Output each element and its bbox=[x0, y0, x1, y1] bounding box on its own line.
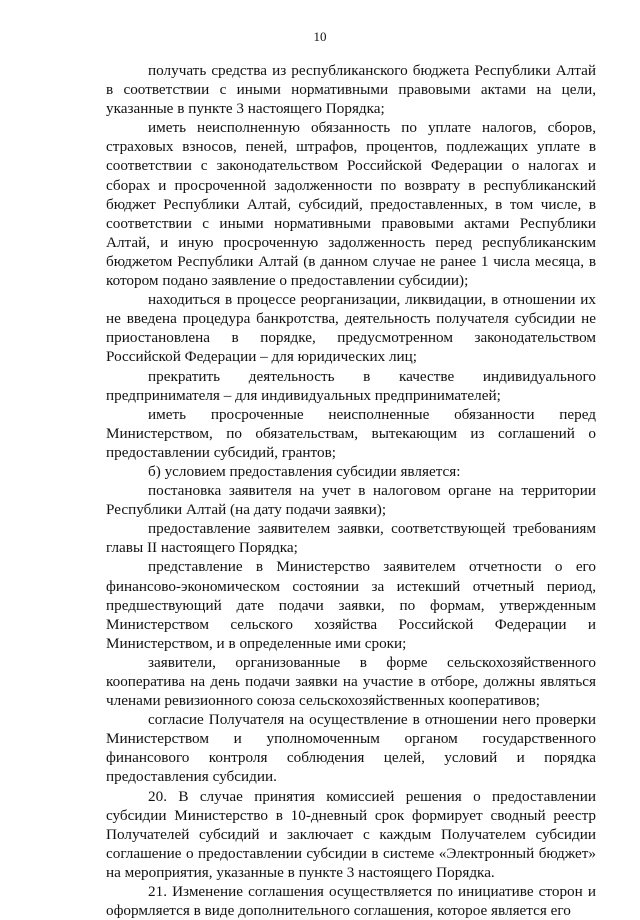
paragraph-reorganization: находиться в процессе реорганизации, ликвидации, в отношении их не введена процедура банкротства, деятельность получателя субсидии не приостановлена в порядке, предусмотренном законодательством Российской Федерации – для юридических лиц; bbox=[106, 291, 596, 366]
paragraph-cease-activity: прекратить деятельность в качестве индивидуального предпринимателя – для индивидуальных предпринимателей; bbox=[106, 367, 596, 404]
paragraph-tax-registration: постановка заявителя на учет в налоговом органе на территории Республики Алтай (на дату подачи заявки); bbox=[106, 482, 596, 519]
paragraph-condition-heading: б) условием предоставления субсидии является: bbox=[148, 462, 461, 480]
paragraph-receive-funds: получать средства из республиканского бюджета Республики Алтай в соответствии с иными нормативными правовыми актами на цели, указанные в пункте 3 настоящего Порядка; bbox=[106, 62, 596, 118]
page-number: 10 bbox=[313, 29, 327, 44]
paragraph-unfulfilled-obligations: иметь неисполненную обязанность по уплате налогов, сборов, страховых взносов, пеней, штрафов, процентов, подлежащих уплате в соответствии с законодательством Российской Федерации о налогах и сборах и просроченной задолженности по возврату в республиканский бюджет Республики Алтай, субсидий, предоставленных, в том числе, в соответствии с иными нормативными правовыми актами Республики Алтай, и иную просроченную задолженность перед республиканским бюджетом Республики Алтай (в данном случае не ранее 1 числа месяца, в котором подано заявление о предоставлении субсидии); bbox=[106, 119, 596, 290]
paragraph-application-submission: предоставление заявителем заявки, соответствующей требованиям главы II настоящего Порядка; bbox=[106, 520, 596, 557]
paragraph-audit-consent: согласие Получателя на осуществление в отношении него проверки Министерством и уполномоченным органом государственного финансового контроля соблюдения целей, условий и порядка предоставления субсидии. bbox=[106, 711, 596, 786]
paragraph-financial-reporting: представление в Министерство заявителем отчетности о его финансово-экономическом состоянии за истекший отчетный период, предшествующий дате подачи заявки, по формам, утвержденным Министерством сельского хозяйства Российской Федерации и Министерством, и в определенные ими сроки; bbox=[106, 558, 596, 652]
document-body bbox=[106, 61, 596, 920]
paragraph-item-20: 20. В случае принятия комиссией решения о предоставлении субсидии Министерство в 10-дневный срок формирует сводный реестр Получателей субсидий и заключает с каждым Получателем субсидии соглашение о предоставлении субсидии в системе «Электронный бюджет» на мероприятия, указанные в пункте 3 настоящего Порядка. bbox=[106, 787, 596, 881]
paragraph-cooperative-membership: заявители, организованные в форме сельскохозяйственного кооператива на день подачи заявки на участие в отборе, должны являться членами ревизионного союза сельскохозяйственных кооперативов; bbox=[106, 653, 596, 710]
paragraph-item-21: 21. Изменение соглашения осуществляется по инициативе сторон и оформляется в виде дополнительного соглашения, которое является его bbox=[106, 883, 596, 920]
paragraph-overdue-obligations: иметь просроченные неисполненные обязанности перед Министерством, по обязательствам, вытекающим из соглашений о предоставлении субсидий, грантов; bbox=[106, 405, 596, 461]
